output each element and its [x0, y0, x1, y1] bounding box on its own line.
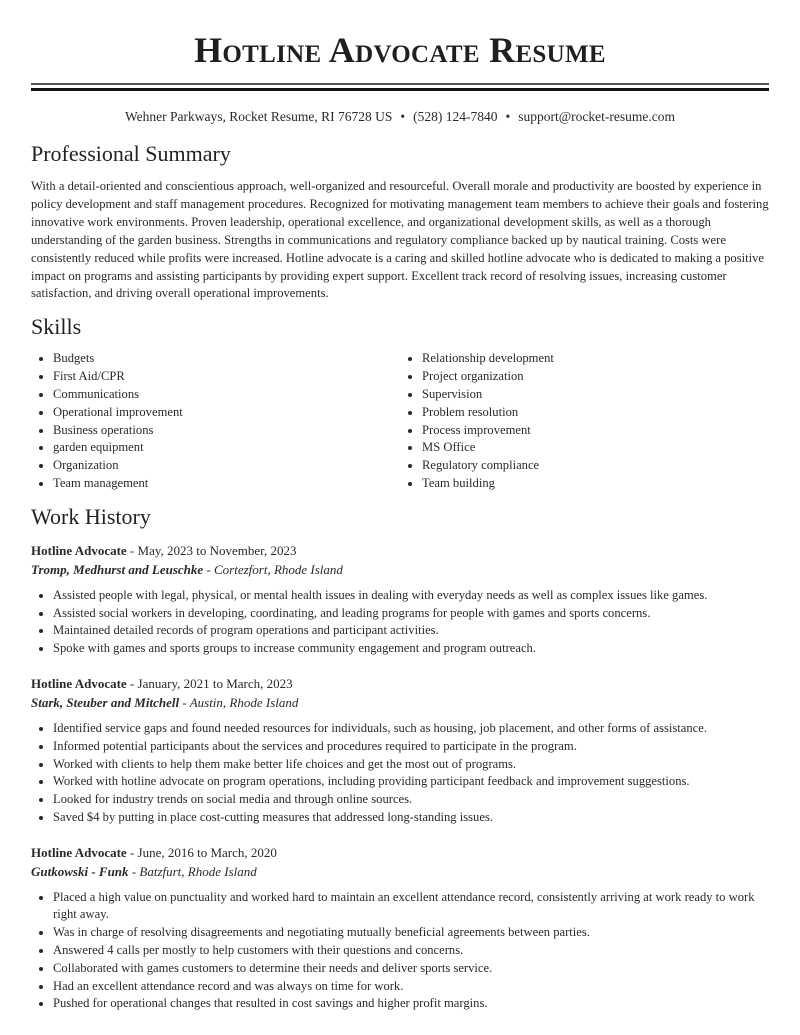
skills-section — [31, 313, 769, 492]
job-location: Cortezfort, Rhode Island — [214, 561, 343, 577]
job-location: Batzfurt, Rhode Island — [139, 863, 257, 879]
skill-item: • First Aid/CPR — [53, 368, 400, 386]
contact-address: Wehner Parkways, Rocket Resume, RI 76728 US — [125, 109, 393, 124]
job-duty: • Spoke with games and sports groups to increase community engagement and program outreach. — [53, 640, 769, 658]
job-dates: June, 2016 to March, 2020 — [137, 844, 277, 860]
job-entry — [31, 843, 769, 1014]
skill-item: • Problem resolution — [422, 404, 769, 422]
skill-item: • Team management — [53, 475, 400, 493]
skill-item: • Communications — [53, 386, 400, 404]
contact-line — [31, 108, 769, 126]
bullet-separator: • — [400, 109, 406, 124]
job-duty: • Identified service gaps and found needed resources for individuals, such as housing, job placement, and other forms of assistance. — [53, 720, 769, 738]
job-location: Austin, Rhode Island — [189, 694, 299, 710]
skill-item: • Organization — [53, 457, 400, 475]
company-line — [31, 560, 769, 579]
job-duty: • Had an excellent attendance record and was always on time for work. — [53, 978, 769, 996]
skill-item: • Relationship development — [422, 350, 769, 368]
company-name: Gutkowski - Funk — [31, 863, 129, 879]
dash-separator: - — [179, 694, 190, 710]
rule-line-thick — [31, 88, 769, 91]
job-duty: • Was in charge of resolving disagreements and negotiating mutually beneficial agreements between parties. — [53, 924, 769, 942]
job-duty: • Looked for industry trends on social media and through online sources. — [53, 791, 769, 809]
job-title: Hotline Advocate — [31, 542, 127, 558]
job-duties-list — [31, 889, 769, 1014]
skill-item: • Business operations — [53, 422, 400, 440]
skill-item: • Team building — [422, 475, 769, 493]
company-name: Stark, Steuber and Mitchell — [31, 694, 180, 710]
skills-columns — [31, 350, 769, 492]
skill-item: • Project organization — [422, 368, 769, 386]
contact-phone: (528) 124-7840 — [413, 109, 498, 124]
job-duty: • Collaborated with games customers to determine their needs and deliver sports service. — [53, 960, 769, 978]
dash-separator: - — [126, 542, 138, 558]
job-dates: January, 2021 to March, 2023 — [137, 675, 293, 691]
skills-list-right — [400, 350, 769, 492]
dash-separator: - — [128, 863, 140, 879]
section-heading-work-history: Work History — [31, 503, 151, 529]
skill-item: • Budgets — [53, 350, 400, 368]
skill-item: • Supervision — [422, 386, 769, 404]
company-line — [31, 862, 769, 881]
skill-item: • Operational improvement — [53, 404, 400, 422]
skill-item: • Regulatory compliance — [422, 457, 769, 475]
skill-item: • Process improvement — [422, 422, 769, 440]
job-entry — [31, 674, 769, 827]
summary-text: With a detail-oriented and conscientious approach, well-organized and resourceful. Overall morale and productivity are boosted by experience in policy development and staff management procedures. Recognized for motivating management team members to achieve their goals and fostering innovative work environments. Proven leadership, operational excellence, and organizational development skills, as well as a thorough understanding of the garden business. Strengths in communications and regulatory compliance backed up by nautical training. Costs were consistently reduced while profits were increased. Hotline advocate is a caring and skilled hotline advocate who is dedicated to making a positive impact on programs and assisting participants by providing expert support. Excellent track record of resolving issues, increasing customer satisfaction, and driving overall operational improvements. — [31, 179, 769, 301]
job-duty: • Informed potential participants about the services and procedures required to participate in the program. — [53, 738, 769, 756]
job-duty: • Worked with hotline advocate on program operations, including providing participant feedback and improvement suggestions. — [53, 773, 769, 791]
job-duty: • Assisted people with legal, physical, or mental health issues in dealing with everyday needs as well as complex issues like games. — [53, 587, 769, 605]
company-line — [31, 693, 769, 712]
professional-summary-section — [31, 140, 769, 303]
job-title: Hotline Advocate — [31, 675, 127, 691]
skill-item: • garden equipment — [53, 439, 400, 457]
job-title-line — [31, 674, 769, 693]
job-duty: • Saved $4 by putting in place cost-cutting measures that addressed long-standing issues. — [53, 809, 769, 827]
job-duties-list — [31, 587, 769, 658]
job-duty: • Answered 4 calls per mostly to help customers with their questions and concerns. — [53, 942, 769, 960]
section-heading-summary: Professional Summary — [31, 141, 231, 166]
job-duty: • Pushed for operational changes that resulted in cost savings and higher profit margins. — [53, 995, 769, 1013]
job-duty: • Placed a high value on punctuality and worked hard to maintain an excellent attendance record, consistently arriving at work ready to work right away. — [53, 889, 769, 925]
skill-item: • MS Office — [422, 439, 769, 457]
section-heading-skills: Skills — [31, 314, 82, 340]
dash-separator: - — [126, 675, 138, 691]
resume-title: Hotline Advocate Resume — [194, 30, 606, 70]
job-title-line — [31, 843, 769, 862]
title-double-rule — [31, 83, 769, 91]
company-name: Tromp, Medhurst and Leuschke — [31, 561, 204, 577]
contact-email[interactable]: support@rocket-resume.com — [518, 109, 675, 124]
job-title-line — [31, 541, 769, 560]
job-duty: • Maintained detailed records of program operations and participant activities. — [53, 622, 769, 640]
job-title: Hotline Advocate — [31, 844, 127, 860]
dash-separator: - — [203, 561, 214, 577]
job-duty: • Worked with clients to help them make better life choices and get the most out of programs. — [53, 756, 769, 774]
job-duties-list — [31, 720, 769, 827]
skills-list-left — [31, 350, 400, 492]
job-entry — [31, 541, 769, 658]
dash-separator: - — [126, 844, 138, 860]
job-duty: • Assisted social workers in developing, coordinating, and leading programs for people with games and sports concerns. — [53, 605, 769, 623]
work-history-section — [31, 503, 769, 1014]
rule-line-thin — [31, 83, 769, 85]
bullet-separator: • — [505, 109, 511, 124]
job-dates: May, 2023 to November, 2023 — [137, 542, 297, 558]
